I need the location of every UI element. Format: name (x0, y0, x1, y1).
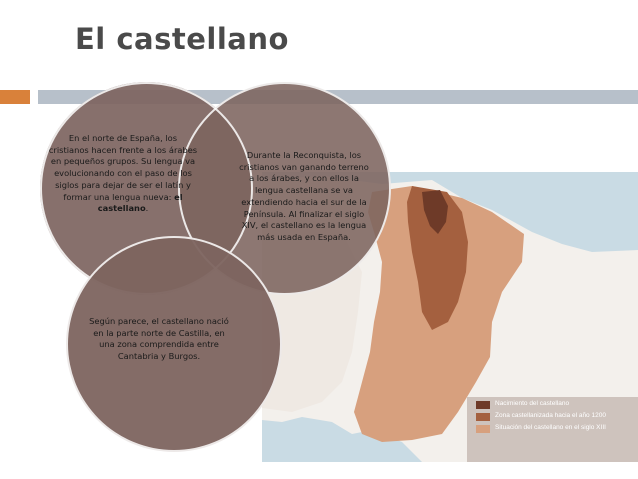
legend-swatch (476, 425, 490, 433)
slide-title: El castellano (75, 22, 289, 56)
reconquista-text: Durante la Reconquista, los cristianos van ganando terreno a los árabes, y con ellos la lengua castellana se va extendiendo hacia el sur de la Península. Al finalizar el siglo XIV, el castellano es la lengua más usada en España. (239, 150, 369, 242)
legend-item (476, 412, 626, 421)
origin-text-body: En el norte de España, los cristianos hacen frente a los árabes en pequeños grupos. Su lengua va evolucionando con el paso de los siglos para dejar de ser el latín y formar una lengua nueva: (48, 133, 198, 202)
origin-text-bold: el castellano (97, 191, 183, 214)
map-legend (476, 400, 626, 436)
legend-item (476, 424, 626, 433)
legend-swatch (476, 401, 490, 409)
legend-item (476, 400, 626, 409)
origin-text (48, 133, 198, 215)
accent-band (0, 90, 30, 104)
birthplace-text: Según parece, el castellano nació en la parte norte de Castilla, en una zona comprendida entre Cantabria y Burgos. (89, 316, 229, 362)
legend-label: Nacimiento del castellano (495, 400, 570, 407)
legend-label: Zona castellanizada hacia el año 1200 (495, 412, 606, 419)
legend-label: Situación del castellano en el siglo XIII (495, 424, 606, 431)
legend-swatch (476, 413, 490, 421)
origin-text-end: . (145, 203, 149, 214)
